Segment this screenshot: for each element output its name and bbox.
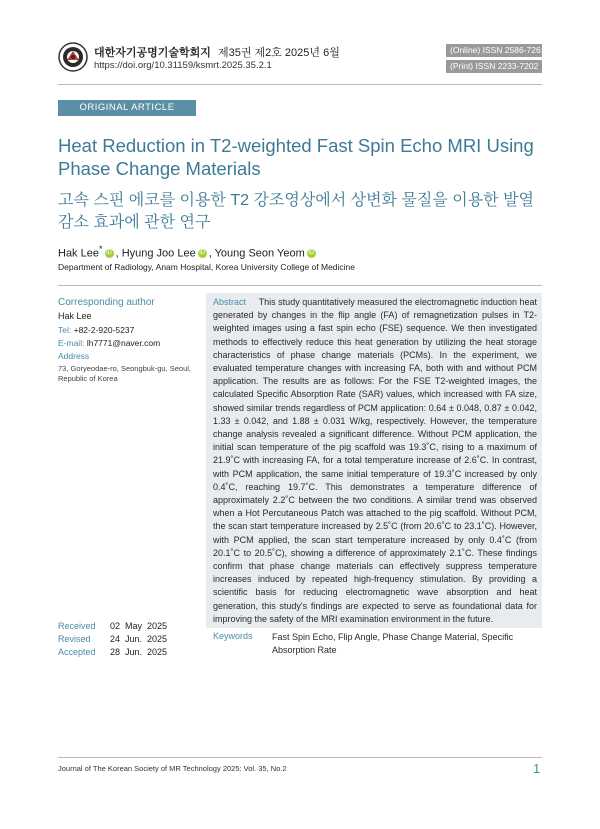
keywords-text: Fast Spin Echo, Flip Angle, Phase Change Material, Specific Absorption Rate (272, 632, 514, 655)
abstract-body: This study quantitatively measured the electromagnetic induction heat generated by changes in the flip angle (FA) of remagnetization pulses in T2-weighted images using a fast spin echo (FSE) sequence. We then investigated methods to effectively reduce this heat generation by utilizing the heat storage characteristics of phase change materials (PCMs). In the experiment, we evaluated temperature changes with increasing FA, both with and without PCM application. The results are as follows: For the FSE T2-weighted images, the calculated Specific Absorption Rate (SAR) values, which increased with FA size, showed similar trends regardless of PCM application: 0.64 ± 0.048, 0.87 ± 0.042, 1.33 ± 0.042, and 1.88 ± 0.031 W/kg, respectively. However, the temperature change analysis revealed a significant difference. Without PCM application, the initial scan temperature of the pig scaffold was 19.3˚C, rising to a maximum of 21.9˚C with increasing FA, for a total temperature increase of 2.6˚C. In contrast, with PCM application, the same initial temperature of 19.3˚C increased by only 0.4˚C, reaching 19.7˚C. This demonstrates a temperature difference of approximately 2.2˚C between the two conditions. A similar trend was observed when a Hot Percutaneous Patch was attached to the pig scaffold. Without PCM, the scan start temperature increased by 2.5˚C (from 20.6˚C to 23.1˚C). However, with PCM applied, the scan start temperature increased by only 0.4˚C (from 20.1˚C to 20.5˚C), showing a difference of approximately 2.1˚C. These findings confirm that phase change materials can effectively suppress temperature increases induced by repeated high-frequency stimulation. By providing a scientific basis for reducing electromagnetic wave absorption and heat generation, this study's findings are expected to serve as foundational data for improving the safety of the MRI examination environment in the future. (213, 297, 537, 624)
author-2[interactable]: Hyung Joo Lee (121, 247, 196, 260)
date-value-revised: 24 Jun. 2025 (110, 634, 168, 644)
address-value: 73, Goryeodae-ro, Seongbuk-gu, Seoul, Republic of Korea (58, 364, 192, 383)
issn-print: (Print) ISSN 2233-7202 (446, 60, 542, 73)
corresponding-email (58, 338, 160, 348)
author-1[interactable]: Hak Lee (58, 247, 99, 260)
header-divider (58, 84, 542, 85)
section-divider (58, 285, 542, 286)
affiliation: Department of Radiology, Anam Hospital, Korea University College of Medicine (58, 262, 356, 272)
date-label-received: Received (58, 621, 96, 631)
date-value-received: 02 May 2025 (110, 621, 168, 631)
journal-name-ko: 대한자기공명기술학회지 (94, 47, 211, 59)
corresponding-author-heading: Corresponding author (58, 297, 155, 308)
doi-link[interactable]: https://doi.org/10.31159/ksmrt.2025.35.2.1 (94, 60, 272, 71)
date-label-revised: Revised (58, 634, 91, 644)
abstract-label: Abstract (213, 297, 247, 307)
title-korean: 고속 스핀 에코를 이용한 T2 강조영상에서 상변화 물질을 이용한 발열 감소 효과에 관한 연구 (58, 192, 534, 231)
email-value[interactable]: lh7771@naver.com (86, 338, 161, 348)
article-type-badge: ORIGINAL ARTICLE (58, 100, 196, 116)
tel-value: +82-2-920-5237 (73, 325, 135, 335)
corresponding-mark: * (98, 244, 103, 254)
orcid-icon[interactable]: iD (106, 250, 112, 257)
volume-info: 제35권 제2호 2025년 6월 (217, 47, 340, 59)
author-separator: , (208, 247, 215, 260)
email-label: E-mail: (58, 338, 85, 348)
corresponding-tel (58, 325, 134, 335)
author-separator: , (115, 247, 122, 260)
journal-header (94, 44, 340, 60)
date-label-accepted: Accepted (58, 647, 96, 657)
footer-journal: Journal of The Korean Society of MR Technology 2025: Vol. 35, No.2 (58, 764, 287, 773)
keywords-label: Keywords (213, 631, 253, 641)
orcid-icon[interactable]: iD (308, 250, 315, 257)
issn-online: (Online) ISSN 2586-7261 (446, 44, 542, 57)
footer-divider (58, 757, 542, 758)
author-3[interactable]: Young Seon Yeom (214, 247, 305, 260)
page-number: 1 (533, 761, 541, 776)
author-list (58, 244, 318, 260)
address-label: Address (58, 351, 90, 361)
title-english: Heat Reduction in T2-weighted Fast Spin Echo MRI Using Phase Change Materials (58, 135, 534, 179)
society-logo (58, 42, 88, 72)
corresponding-author-name: Hak Lee (58, 311, 92, 321)
date-value-accepted: 28 Jun. 2025 (110, 647, 168, 657)
abstract (213, 296, 537, 626)
tel-label: Tel: (58, 325, 72, 335)
orcid-icon[interactable]: iD (199, 250, 206, 257)
